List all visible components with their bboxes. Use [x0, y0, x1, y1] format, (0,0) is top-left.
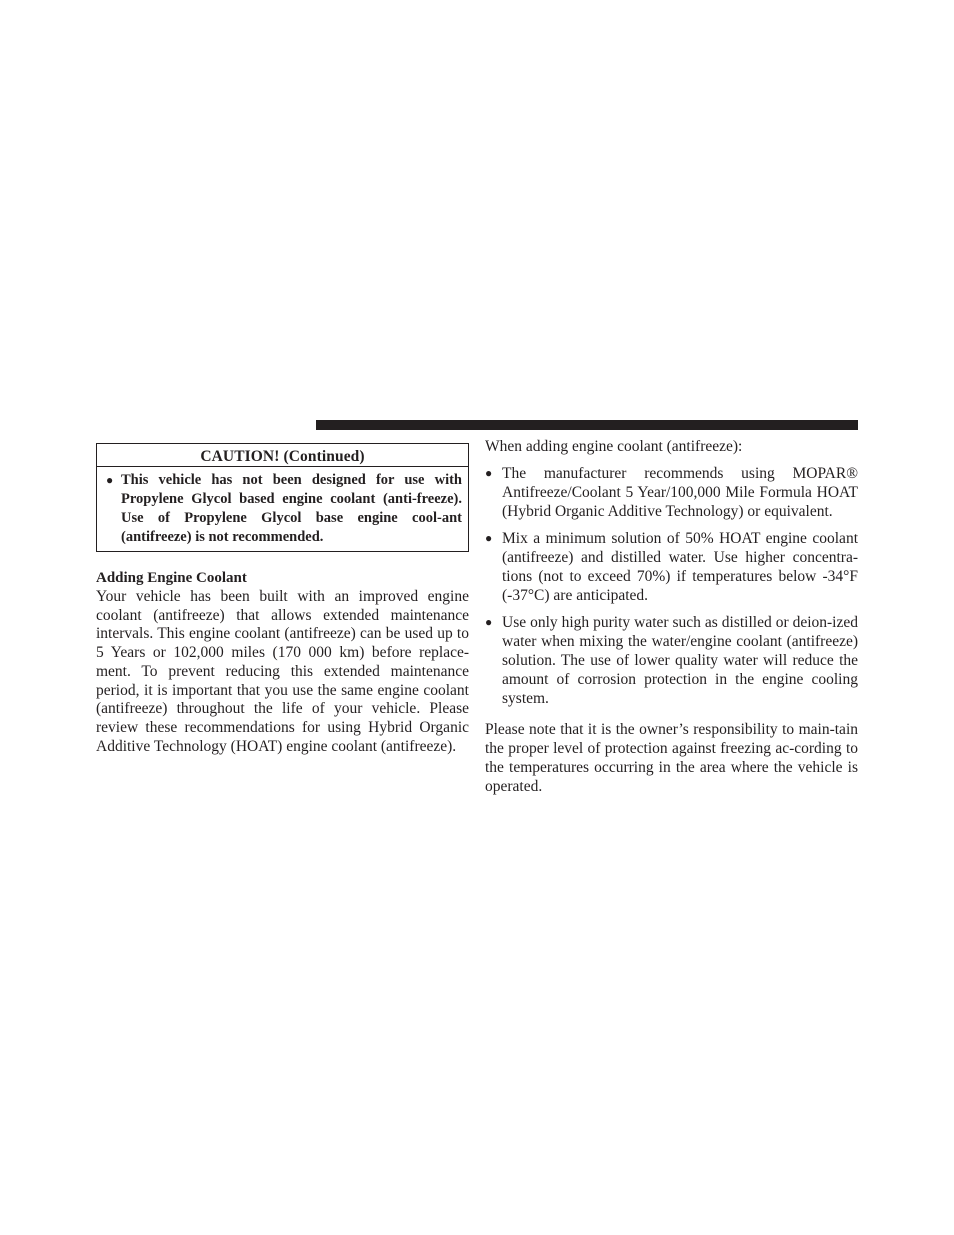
caution-item-text: This vehicle has not been designed for use with Propylene Glycol based engine coolant (anti-freeze). Use of Propylene Glycol base engine cool-ant (antifreeze) is not recommended.: [121, 472, 462, 545]
section-header-bar: [316, 420, 858, 430]
list-item: [485, 613, 858, 708]
section-heading: Adding Engine Coolant: [96, 570, 247, 586]
intro-text: When adding engine coolant (antifreeze):: [485, 438, 743, 455]
list-item: [485, 529, 858, 605]
caution-body: [97, 467, 468, 551]
bullet-icon: ●: [106, 473, 114, 487]
recommendation-list: [485, 464, 858, 708]
caution-box: [96, 443, 469, 552]
list-item-text: Use only high purity water such as distilled or deion-ized water when mixing the water/engine coolant (antifreeze) solution. The use of lower quality water will reduce the amount of corrosion protection in the engine cooling system.: [502, 614, 858, 707]
bullet-icon: ●: [485, 531, 493, 545]
right-column: [485, 437, 858, 796]
bullet-icon: ●: [485, 466, 493, 480]
bullet-icon: ●: [485, 615, 493, 629]
caution-title: CAUTION! (Continued): [97, 444, 468, 467]
closing-paragraph: Please note that it is the owner’s responsibility to main-tain the proper level of protection against freezing ac-cording to the temperatures occurring in the area where the vehicle is operated.: [485, 721, 858, 795]
list-item-text: The manufacturer recommends using MOPAR® Antifreeze/Coolant 5 Year/100,000 Mile Formula HOAT (Hybrid Organic Additive Technology) or equivalent.: [502, 465, 858, 520]
body-paragraph: Your vehicle has been built with an improved engine coolant (antifreeze) that allows extended maintenance intervals. This engine coolant (antifreeze) can be used up to 5 Years or 102,000 miles (170 000 km) before replace-ment. To prevent reducing this extended maintenance period, it is important that you use the same engine coolant (antifreeze) throughout the life of your vehicle. Please review these recommendations for using Hybrid Organic Additive Technology (HOAT) engine coolant (antifreeze).: [96, 588, 469, 755]
list-item: [485, 464, 858, 521]
left-column: [96, 443, 469, 756]
caution-item: [103, 471, 462, 547]
list-item-text: Mix a minimum solution of 50% HOAT engine coolant (antifreeze) and distilled water. Use higher concentra-tions (not to exceed 70%) if temperatures below -34°F (-37°C) are anticipated.: [502, 530, 858, 604]
